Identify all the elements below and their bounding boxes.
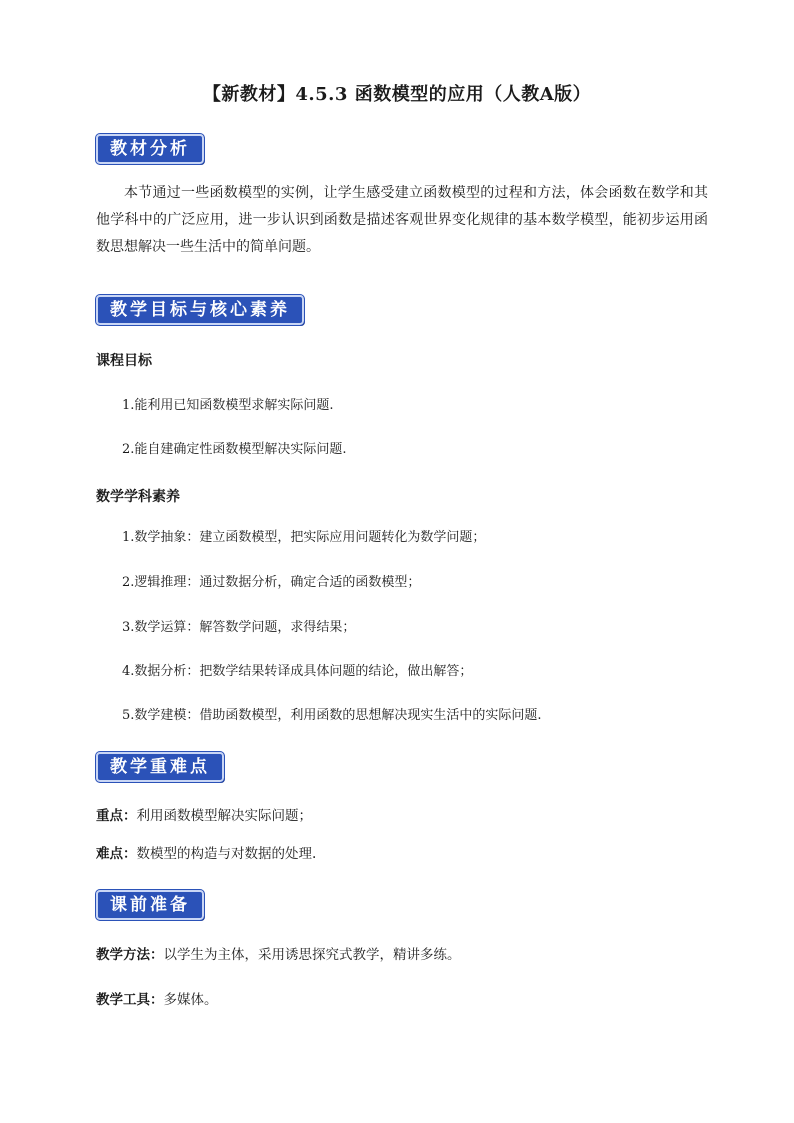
literacy-item: 5.数学建模：借助函数模型，利用函数的思想解决现实生活中的实际问题. (122, 708, 542, 723)
key-point-label: 重点： (96, 808, 137, 824)
document-title: 【新教材】4.5.3 函数模型的应用（人教A版） (202, 84, 592, 105)
course-goal-item: 1.能利用已知函数模型求解实际问题. (122, 398, 334, 413)
key-point-text: 利用函数模型解决实际问题； (136, 808, 312, 824)
teaching-method-text: 以学生为主体，采用诱思探究式教学，精讲多练。 (163, 947, 461, 963)
teaching-method-line (96, 946, 461, 964)
literacy-item: 3.数学运算：解答数学问题，求得结果； (122, 620, 356, 635)
course-goals-heading: 课程目标 (96, 353, 152, 369)
difficulty-line (96, 845, 316, 863)
course-goal-item: 2.能自建确定性函数模型解决实际问题. (122, 442, 347, 457)
literacy-item: 2.逻辑推理：通过数据分析，确定合适的函数模型； (122, 575, 421, 590)
section-badge-analysis: 教材分析 (96, 134, 204, 164)
difficulty-label: 难点： (96, 846, 137, 862)
teaching-tools-label: 教学工具： (96, 992, 164, 1008)
teaching-tools-line (96, 991, 218, 1009)
literacy-item: 1.数学抽象：建立函数模型，把实际应用问题转化为数学问题； (122, 530, 486, 545)
section-badge-keypoints: 教学重难点 (96, 752, 224, 782)
difficulty-text: 数模型的构造与对数据的处理. (136, 846, 317, 862)
key-point-line (96, 807, 312, 825)
section-badge-prep: 课前准备 (96, 890, 204, 920)
section-badge-goals: 教学目标与核心素养 (96, 295, 304, 325)
literacy-item: 4.数据分析：把数学结果转译成具体问题的结论，做出解答； (122, 664, 473, 679)
teaching-method-label: 教学方法： (96, 947, 164, 963)
analysis-paragraph: 本节通过一些函数模型的实例，让学生感受建立函数模型的过程和方法，体会函数在数学和其他学科中的广泛应用，进一步认识到函数是描述客观世界变化规律的基本数学模型，能初步运用函数思想解决一些生活中的简单问题。 (96, 185, 708, 255)
literacy-heading: 数学学科素养 (96, 489, 180, 505)
teaching-tools-text: 多媒体。 (163, 992, 218, 1008)
